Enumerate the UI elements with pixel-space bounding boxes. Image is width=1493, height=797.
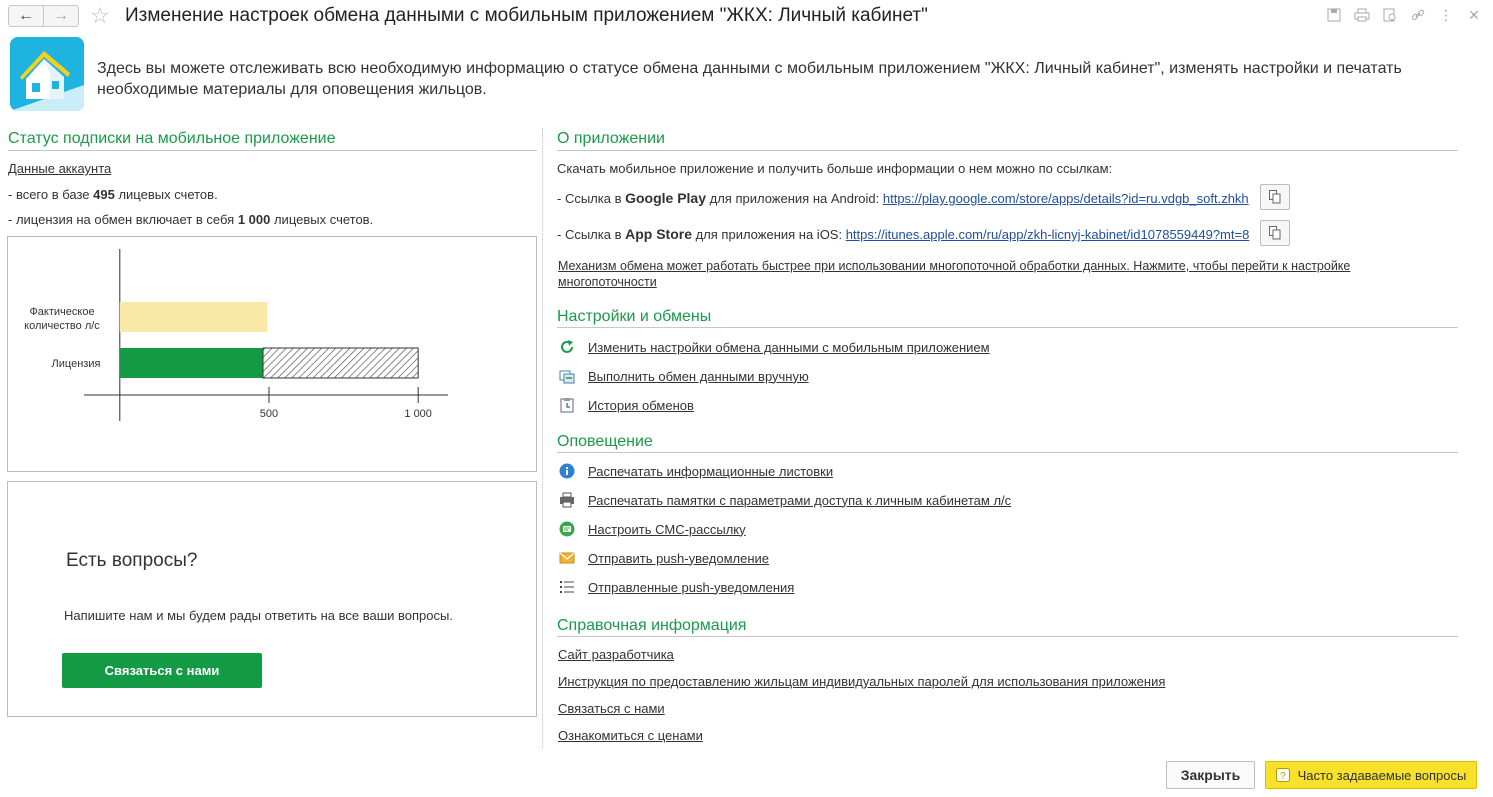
print-icon[interactable]: [1353, 6, 1371, 24]
arrow-right-icon: →: [53, 7, 69, 24]
chart-bar-license-remaining: [263, 348, 418, 378]
copy-icon: [1269, 226, 1281, 240]
sms-setup-action[interactable]: Настроить СМС-рассылку: [558, 519, 746, 539]
exchange-icon: [558, 367, 576, 385]
faq-button[interactable]: [1265, 761, 1477, 789]
window-toolbar: [1325, 6, 1483, 24]
link-icon[interactable]: [1409, 6, 1427, 24]
more-icon[interactable]: ⋮: [1439, 6, 1453, 23]
sent-push-action[interactable]: Отправленные push-уведомления: [558, 577, 794, 597]
questions-panel: [7, 481, 537, 717]
list-icon: [558, 578, 576, 596]
app-logo: [10, 37, 84, 111]
chart-x-tick-label: 500: [259, 408, 279, 420]
settings-title: Настройки и обмены: [557, 308, 712, 325]
close-button[interactable]: Закрыть: [1166, 761, 1255, 789]
refresh-icon: [558, 338, 576, 356]
change-settings-action[interactable]: Изменить настройки обмена данными с мобильным приложением: [558, 337, 990, 357]
copy-google-play-button[interactable]: [1260, 184, 1290, 210]
intro-text: Здесь вы можете отслеживать всю необходимую информацию о статусе обмена данными с мобильным приложением "ЖКХ: Личный кабинет", изменять настройки и печатать необходимые материалы для оповещения жильцов.: [97, 60, 1402, 98]
google-play-row: - Ссылка в Google Play для приложения на Android: https://play.google.com/store/apps/details?id=ru.vdgb_soft.zhkh: [557, 190, 1249, 206]
chart-category-label: Фактическое: [29, 306, 95, 318]
copy-app-store-button[interactable]: [1260, 220, 1290, 246]
window-title: Изменение настроек обмена данными с мобильным приложением "ЖКХ: Личный кабинет": [125, 5, 928, 26]
license-chart-svg: [8, 237, 536, 471]
settings-divider: [557, 327, 1458, 328]
reference-title: Справочная информация: [557, 617, 747, 634]
questions-text: Напишите нам и мы будем рады ответить на все ваши вопросы.: [64, 608, 453, 623]
contact-us-button[interactable]: Связаться с нами: [62, 653, 262, 688]
envelope-icon: [558, 549, 576, 567]
about-description: Скачать мобильное приложение и получить больше информации о нем можно по ссылкам:: [557, 161, 1113, 176]
info-icon: [558, 462, 576, 480]
sms-icon: [558, 520, 576, 538]
back-button[interactable]: [8, 5, 44, 27]
chart-x-tick-label: 1 000: [404, 408, 432, 420]
chart-category-label: количество л/с: [24, 320, 100, 332]
passwords-instruction-link[interactable]: Инструкция по предоставлению жильцам индивидуальных паролей для использования приложения: [558, 674, 1166, 689]
chart-category-label: Лицензия: [51, 358, 101, 370]
multithread-link[interactable]: Механизм обмена может работать быстрее при использовании многопоточной обработки данных. Нажмите, чтобы перейти к настройке многопоточности: [558, 259, 1351, 289]
column-separator: [542, 128, 543, 748]
license-chart: [7, 236, 537, 472]
app-store-link[interactable]: https://itunes.apple.com/ru/app/zkh-licnyj-kabinet/id1078559449?mt=8: [845, 227, 1250, 242]
license-accounts-text: - лицензия на обмен включает в себя 1 000 лицевых счетов.: [8, 212, 374, 227]
total-accounts-text: - всего в базе 495 лицевых счетов.: [8, 187, 218, 202]
window-titlebar: [0, 0, 1493, 34]
star-icon[interactable]: ☆: [90, 3, 110, 28]
notify-divider: [557, 452, 1458, 453]
copy-icon: [1269, 190, 1281, 204]
print-access-memos-action[interactable]: Распечатать памятки с параметрами доступа к личным кабинетам л/с: [558, 490, 1011, 510]
svg-text:?: ?: [1279, 771, 1286, 782]
printer-icon: [558, 491, 576, 509]
preview-icon[interactable]: [1381, 6, 1399, 24]
question-icon: [1276, 768, 1290, 782]
prices-link[interactable]: Ознакомиться с ценами: [558, 728, 703, 743]
arrow-left-icon: ←: [18, 7, 34, 24]
subscription-divider: [8, 150, 537, 151]
google-play-link[interactable]: https://play.google.com/store/apps/details?id=ru.vdgb_soft.zhkh: [882, 191, 1249, 206]
questions-title: Есть вопросы?: [66, 550, 198, 571]
send-push-action[interactable]: Отправить push-уведомление: [558, 548, 769, 568]
subscription-title: Статус подписки на мобильное приложение: [8, 130, 336, 147]
contact-us-link[interactable]: Связаться с нами: [558, 701, 665, 716]
save-icon[interactable]: [1325, 6, 1343, 24]
history-icon: [558, 396, 576, 414]
manual-exchange-action[interactable]: Выполнить обмен данными вручную: [558, 366, 809, 386]
exchange-history-action[interactable]: История обменов: [558, 395, 694, 415]
about-title: О приложении: [557, 130, 665, 147]
app-store-row: - Ссылка в App Store для приложения на iOS: https://itunes.apple.com/ru/app/zkh-licnyj-kabinet/id1078559449?mt=8: [557, 226, 1250, 242]
print-leaflets-action[interactable]: Распечатать информационные листовки: [558, 461, 833, 481]
chart-bar-actual: [120, 302, 268, 332]
reference-divider: [557, 636, 1458, 637]
account-data-link[interactable]: Данные аккаунта: [8, 161, 112, 176]
close-icon[interactable]: ✕: [1468, 6, 1480, 23]
forward-button[interactable]: [43, 5, 79, 27]
chart-bar-license-used: [120, 348, 263, 378]
faq-button-label: Часто задаваемые вопросы: [1297, 767, 1467, 783]
developer-site-link[interactable]: Сайт разработчика: [558, 647, 674, 662]
about-divider: [557, 150, 1458, 151]
notify-title: Оповещение: [557, 433, 653, 450]
